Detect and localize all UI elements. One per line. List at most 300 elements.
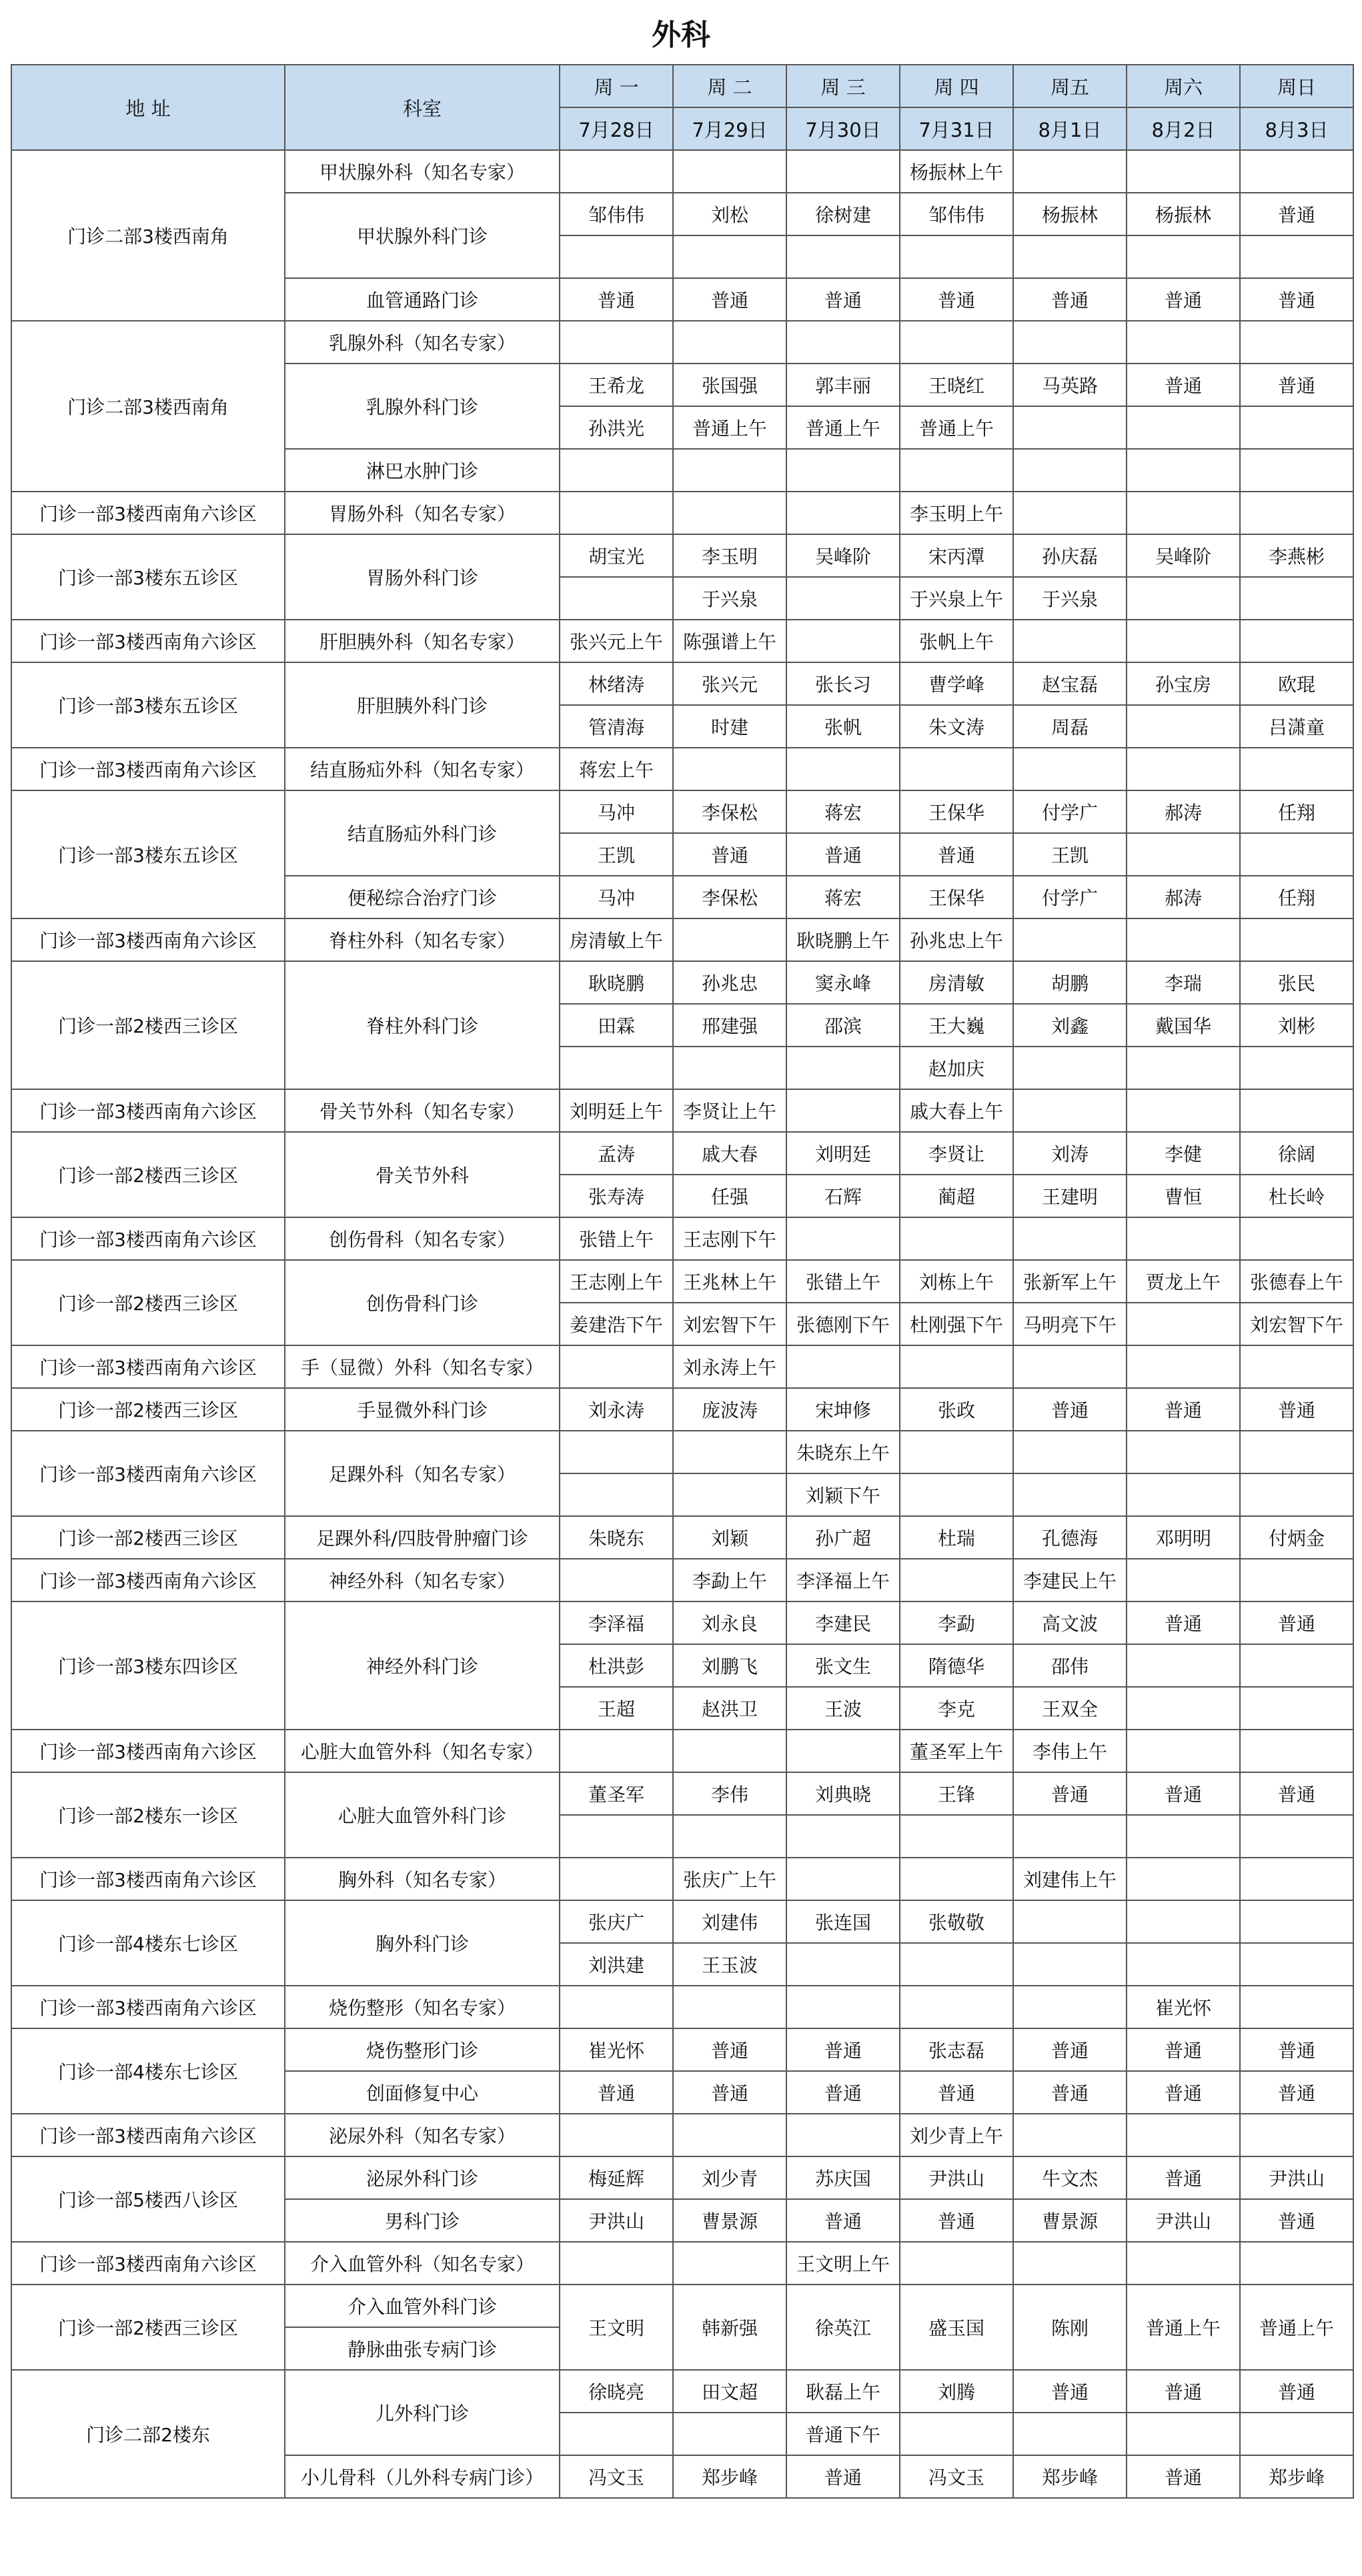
table-header (11, 65, 1353, 150)
doctor-cell: 杨振林 (1013, 193, 1127, 235)
doctor-cell: 刘建伟 (673, 1900, 786, 1943)
doctor-cell (786, 1047, 900, 1089)
doctor-cell: 盛玉国 (900, 2285, 1013, 2370)
doctor-cell: 董圣军上午 (900, 1730, 1013, 1772)
doctor-cell (900, 1559, 1013, 1601)
doctor-cell (786, 577, 900, 620)
doctor-cell (560, 1730, 673, 1772)
doctor-cell (1013, 1900, 1127, 1943)
doctor-cell: 朱晓东 (560, 1516, 673, 1559)
doctor-cell (900, 1473, 1013, 1516)
department-cell: 泌尿外科门诊 (285, 2156, 560, 2199)
doctor-cell: 宋坤修 (786, 1388, 900, 1431)
department-cell: 肝胆胰外科门诊 (285, 662, 560, 748)
table-row (11, 790, 1353, 833)
doctor-cell (560, 492, 673, 534)
doctor-cell (1127, 577, 1240, 620)
doctor-cell: 张错上午 (560, 1217, 673, 1260)
doctor-cell: 尹洪山 (1240, 2156, 1353, 2199)
doctor-cell: 张志磊 (900, 2028, 1013, 2071)
doctor-cell: 张连国 (786, 1900, 900, 1943)
doctor-cell: 普通上午 (673, 406, 786, 449)
address-cell: 门诊一部3楼西南角六诊区 (11, 2114, 285, 2156)
doctor-cell (1127, 1644, 1240, 1687)
doctor-cell: 朱文涛 (900, 705, 1013, 748)
doctor-cell: 普通 (1127, 2370, 1240, 2413)
doctor-cell: 王双全 (1013, 1687, 1127, 1730)
doctor-cell: 田霖 (560, 1004, 673, 1047)
doctor-cell: 崔光怀 (1127, 1986, 1240, 2028)
table-row (11, 748, 1353, 790)
doctor-cell (1240, 1900, 1353, 1943)
doctor-cell (673, 492, 786, 534)
address-cell: 门诊一部2楼西三诊区 (11, 1260, 285, 1345)
doctor-cell: 李玉明 (673, 534, 786, 577)
department-cell: 脊柱外科（知名专家） (285, 918, 560, 961)
doctor-cell: 张寿涛 (560, 1175, 673, 1217)
doctor-cell (786, 492, 900, 534)
department-cell: 甲状腺外科（知名专家） (285, 150, 560, 193)
doctor-cell: 普通 (786, 2199, 900, 2242)
table-row (11, 2285, 1353, 2327)
doctor-cell: 王保华 (900, 790, 1013, 833)
doctor-cell: 任强 (673, 1175, 786, 1217)
doctor-cell (673, 1047, 786, 1089)
doctor-cell: 付学广 (1013, 790, 1127, 833)
table-row (11, 150, 1353, 193)
doctor-cell (900, 1986, 1013, 2028)
doctor-cell: 刘永良 (673, 1601, 786, 1644)
doctor-cell: 曹景源 (1013, 2199, 1127, 2242)
doctor-cell (900, 449, 1013, 492)
doctor-cell: 耿磊上午 (786, 2370, 900, 2413)
address-cell: 门诊一部3楼东四诊区 (11, 1601, 285, 1730)
table-row (11, 321, 1353, 364)
doctor-cell (900, 2242, 1013, 2285)
doctor-cell: 陈刚 (1013, 2285, 1127, 2370)
address-cell: 门诊一部2楼西三诊区 (11, 961, 285, 1089)
doctor-cell (1240, 620, 1353, 662)
doctor-cell: 李健 (1127, 1132, 1240, 1175)
doctor-cell (1013, 918, 1127, 961)
table-row (11, 2370, 1353, 2413)
doctor-cell (1240, 1559, 1353, 1601)
doctor-cell: 耿晓鹏 (560, 961, 673, 1004)
doctor-cell: 普通 (786, 833, 900, 876)
department-cell: 手显微外科门诊 (285, 1388, 560, 1431)
doctor-cell (1240, 1815, 1353, 1858)
doctor-cell: 孙广超 (786, 1516, 900, 1559)
doctor-cell (560, 1345, 673, 1388)
doctor-cell: 任翔 (1240, 790, 1353, 833)
header-date: 8月2日 (1127, 107, 1240, 150)
doctor-cell (1240, 748, 1353, 790)
doctor-cell: 刘鹏飞 (673, 1644, 786, 1687)
schedule-body (11, 150, 1353, 2498)
doctor-cell (1240, 1047, 1353, 1089)
doctor-cell: 邢建强 (673, 1004, 786, 1047)
department-cell: 心脏大血管外科（知名专家） (285, 1730, 560, 1772)
doctor-cell: 张文生 (786, 1644, 900, 1687)
doctor-cell: 马冲 (560, 876, 673, 918)
doctor-cell (1127, 1559, 1240, 1601)
department-cell: 小儿骨科（儿外科专病门诊） (285, 2455, 560, 2498)
department-cell: 烧伤整形（知名专家） (285, 1986, 560, 2028)
table-row (11, 1089, 1353, 1132)
doctor-cell: 普通上午 (786, 406, 900, 449)
doctor-cell (900, 235, 1013, 278)
doctor-cell (560, 1047, 673, 1089)
doctor-cell: 邵伟 (1013, 1644, 1127, 1687)
doctor-cell: 马英路 (1013, 364, 1127, 406)
address-cell: 门诊一部2楼西三诊区 (11, 1132, 285, 1217)
doctor-cell: 李伟上午 (1013, 1730, 1127, 1772)
doctor-cell (900, 1217, 1013, 1260)
address-cell: 门诊一部4楼东七诊区 (11, 2028, 285, 2114)
doctor-cell: 普通 (1127, 364, 1240, 406)
doctor-cell: 付学广 (1013, 876, 1127, 918)
header-date: 8月1日 (1013, 107, 1127, 150)
doctor-cell: 尹洪山 (560, 2199, 673, 2242)
doctor-cell (1240, 2413, 1353, 2455)
doctor-cell: 田文超 (673, 2370, 786, 2413)
doctor-cell (900, 1943, 1013, 1986)
doctor-cell: 普通 (1240, 2071, 1353, 2114)
table-row (11, 1516, 1353, 1559)
doctor-cell (1127, 1217, 1240, 1260)
doctor-cell: 邵滨 (786, 1004, 900, 1047)
doctor-cell: 李泽福 (560, 1601, 673, 1644)
doctor-cell: 曹恒 (1127, 1175, 1240, 1217)
doctor-cell: 杜洪彭 (560, 1644, 673, 1687)
doctor-cell: 徐阔 (1240, 1132, 1353, 1175)
doctor-cell (1013, 1431, 1127, 1473)
doctor-cell: 普通上午 (1127, 2285, 1240, 2370)
doctor-cell (786, 748, 900, 790)
doctor-cell: 蒋宏 (786, 876, 900, 918)
address-cell: 门诊一部3楼东五诊区 (11, 790, 285, 918)
doctor-cell: 李保松 (673, 790, 786, 833)
doctor-cell: 普通 (1127, 2028, 1240, 2071)
doctor-cell: 王志刚上午 (560, 1260, 673, 1303)
doctor-cell (1240, 1217, 1353, 1260)
table-row (11, 1772, 1353, 1815)
doctor-cell: 杨振林 (1127, 193, 1240, 235)
header-date: 7月29日 (673, 107, 786, 150)
doctor-cell: 吴峰阶 (1127, 534, 1240, 577)
header-date: 7月31日 (900, 107, 1013, 150)
doctor-cell: 邹伟伟 (560, 193, 673, 235)
doctor-cell (1127, 449, 1240, 492)
table-row (11, 1986, 1353, 2028)
doctor-cell (1127, 1345, 1240, 1388)
address-cell: 门诊一部3楼西南角六诊区 (11, 1345, 285, 1388)
doctor-cell (560, 235, 673, 278)
doctor-cell: 于兴泉 (1013, 577, 1127, 620)
doctor-cell (1240, 1644, 1353, 1687)
doctor-cell: 普通 (673, 278, 786, 321)
doctor-cell (1127, 1473, 1240, 1516)
doctor-cell (786, 1986, 900, 2028)
address-cell: 门诊一部4楼东七诊区 (11, 1900, 285, 1986)
doctor-cell: 王希龙 (560, 364, 673, 406)
department-cell: 胸外科门诊 (285, 1900, 560, 1986)
doctor-cell: 刘腾 (900, 2370, 1013, 2413)
doctor-cell (1013, 1943, 1127, 1986)
doctor-cell: 普通 (1013, 1772, 1127, 1815)
doctor-cell: 李勐 (900, 1601, 1013, 1644)
doctor-cell (1013, 1815, 1127, 1858)
doctor-cell: 李泽福上午 (786, 1559, 900, 1601)
doctor-cell (1127, 833, 1240, 876)
doctor-cell: 刘少青上午 (900, 2114, 1013, 2156)
doctor-cell: 朱晓东上午 (786, 1431, 900, 1473)
doctor-cell: 普通 (1127, 2156, 1240, 2199)
doctor-cell (560, 150, 673, 193)
doctor-cell: 冯文玉 (900, 2455, 1013, 2498)
doctor-cell: 刘宏智下午 (673, 1303, 786, 1345)
doctor-cell (1240, 1858, 1353, 1900)
doctor-cell: 王文明 (560, 2285, 673, 2370)
doctor-cell (673, 321, 786, 364)
department-cell: 脊柱外科门诊 (285, 961, 560, 1089)
doctor-cell: 普通 (900, 833, 1013, 876)
doctor-cell (1127, 2242, 1240, 2285)
doctor-cell (1013, 150, 1127, 193)
doctor-cell: 董圣军 (560, 1772, 673, 1815)
doctor-cell: 孙宝房 (1127, 662, 1240, 705)
doctor-cell (1013, 1217, 1127, 1260)
table-row (11, 620, 1353, 662)
doctor-cell (673, 1730, 786, 1772)
doctor-cell: 李建民上午 (1013, 1559, 1127, 1601)
address-cell: 门诊一部3楼东五诊区 (11, 662, 285, 748)
doctor-cell: 普通 (786, 2028, 900, 2071)
department-cell: 血管通路门诊 (285, 278, 560, 321)
table-row (11, 1132, 1353, 1175)
doctor-cell: 张长习 (786, 662, 900, 705)
department-cell: 结直肠疝外科门诊 (285, 790, 560, 876)
doctor-cell: 王玉波 (673, 1943, 786, 1986)
doctor-cell: 刘颖 (673, 1516, 786, 1559)
header-day: 周六 (1127, 65, 1240, 107)
department-cell: 骨关节外科 (285, 1132, 560, 1217)
doctor-cell (673, 918, 786, 961)
doctor-cell (673, 2413, 786, 2455)
doctor-cell (1013, 748, 1127, 790)
doctor-cell: 房清敏 (900, 961, 1013, 1004)
doctor-cell (900, 748, 1013, 790)
doctor-cell (786, 620, 900, 662)
doctor-cell: 赵洪卫 (673, 1687, 786, 1730)
doctor-cell: 崔光怀 (560, 2028, 673, 2071)
table-row (11, 1858, 1353, 1900)
address-cell: 门诊一部3楼东五诊区 (11, 534, 285, 620)
doctor-cell (1240, 1431, 1353, 1473)
doctor-cell: 戚大春上午 (900, 1089, 1013, 1132)
doctor-cell (560, 321, 673, 364)
department-cell: 静脉曲张专病门诊 (285, 2327, 560, 2370)
doctor-cell (1013, 406, 1127, 449)
table-row (11, 961, 1353, 1004)
doctor-cell: 刘彬 (1240, 1004, 1353, 1047)
doctor-cell (1127, 1687, 1240, 1730)
doctor-cell: 普通上午 (1240, 2285, 1353, 2370)
doctor-cell: 孙兆忠 (673, 961, 786, 1004)
doctor-cell: 普通 (1240, 2028, 1353, 2071)
department-cell: 心脏大血管外科门诊 (285, 1772, 560, 1858)
doctor-cell: 庞波涛 (673, 1388, 786, 1431)
doctor-cell (1240, 150, 1353, 193)
department-cell: 甲状腺外科门诊 (285, 193, 560, 278)
doctor-cell: 宋丙潭 (900, 534, 1013, 577)
department-cell: 肝胆胰外科（知名专家） (285, 620, 560, 662)
doctor-cell: 于兴泉 (673, 577, 786, 620)
address-cell: 门诊一部3楼西南角六诊区 (11, 1986, 285, 2028)
doctor-cell (1013, 620, 1127, 662)
table-row (11, 1345, 1353, 1388)
address-cell: 门诊一部3楼西南角六诊区 (11, 748, 285, 790)
doctor-cell: 林绪涛 (560, 662, 673, 705)
doctor-cell: 吴峰阶 (786, 534, 900, 577)
doctor-cell: 蒋宏上午 (560, 748, 673, 790)
doctor-cell: 蒋宏 (786, 790, 900, 833)
doctor-cell: 郝涛 (1127, 876, 1240, 918)
doctor-cell: 周磊 (1013, 705, 1127, 748)
doctor-cell: 徐晓亮 (560, 2370, 673, 2413)
doctor-cell: 管清海 (560, 705, 673, 748)
doctor-cell (673, 235, 786, 278)
doctor-cell (560, 1858, 673, 1900)
doctor-cell: 刘少青 (673, 2156, 786, 2199)
table-row (11, 534, 1353, 577)
doctor-cell: 王兆林上午 (673, 1260, 786, 1303)
doctor-cell: 王波 (786, 1687, 900, 1730)
doctor-cell (1127, 1047, 1240, 1089)
doctor-cell: 曹学峰 (900, 662, 1013, 705)
department-cell: 创面修复中心 (285, 2071, 560, 2114)
doctor-cell: 张帆 (786, 705, 900, 748)
doctor-cell: 普通 (673, 2071, 786, 2114)
doctor-cell (900, 1431, 1013, 1473)
page-title: 外科 (652, 18, 710, 52)
doctor-cell (786, 235, 900, 278)
header-day: 周五 (1013, 65, 1127, 107)
doctor-cell: 王凯 (560, 833, 673, 876)
department-cell: 胸外科（知名专家） (285, 1858, 560, 1900)
doctor-cell: 普通 (1240, 2370, 1353, 2413)
doctor-cell: 苏庆国 (786, 2156, 900, 2199)
doctor-cell (1240, 1943, 1353, 1986)
department-cell: 乳腺外科门诊 (285, 364, 560, 449)
doctor-cell (560, 2114, 673, 2156)
department-cell: 胃肠外科（知名专家） (285, 492, 560, 534)
doctor-cell: 普通 (786, 2455, 900, 2498)
doctor-cell: 刘栋上午 (900, 1260, 1013, 1303)
doctor-cell: 张帆上午 (900, 620, 1013, 662)
doctor-cell: 牛文杰 (1013, 2156, 1127, 2199)
doctor-cell: 王锋 (900, 1772, 1013, 1815)
doctor-cell (1240, 918, 1353, 961)
doctor-cell: 于兴泉上午 (900, 577, 1013, 620)
doctor-cell (1240, 2114, 1353, 2156)
doctor-cell: 房清敏上午 (560, 918, 673, 961)
department-cell: 神经外科门诊 (285, 1601, 560, 1730)
doctor-cell: 普通 (1013, 278, 1127, 321)
doctor-cell: 张德刚下午 (786, 1303, 900, 1345)
doctor-cell: 戴国华 (1127, 1004, 1240, 1047)
doctor-cell (1127, 2114, 1240, 2156)
doctor-cell (560, 449, 673, 492)
doctor-cell: 普通 (1127, 1772, 1240, 1815)
doctor-cell (1127, 748, 1240, 790)
doctor-cell: 冯文玉 (560, 2455, 673, 2498)
doctor-cell (1127, 1858, 1240, 1900)
doctor-cell (1240, 1986, 1353, 2028)
doctor-cell: 普通 (786, 2071, 900, 2114)
doctor-cell (673, 1473, 786, 1516)
doctor-cell: 孙兆忠上午 (900, 918, 1013, 961)
department-cell: 乳腺外科（知名专家） (285, 321, 560, 364)
header-day: 周 四 (900, 65, 1013, 107)
doctor-cell (786, 2114, 900, 2156)
doctor-cell: 陈强谱上午 (673, 620, 786, 662)
doctor-cell (1240, 321, 1353, 364)
table-row (11, 1559, 1353, 1601)
doctor-cell: 隋德华 (900, 1644, 1013, 1687)
doctor-cell: 普通 (1013, 2028, 1127, 2071)
address-cell: 门诊一部3楼西南角六诊区 (11, 918, 285, 961)
doctor-cell (673, 1815, 786, 1858)
doctor-cell: 孔德海 (1013, 1516, 1127, 1559)
doctor-cell: 普通 (1127, 2455, 1240, 2498)
doctor-cell (1127, 321, 1240, 364)
doctor-cell (1013, 1089, 1127, 1132)
table-row (11, 1900, 1353, 1943)
doctor-cell: 普通 (1013, 1388, 1127, 1431)
doctor-cell (1127, 620, 1240, 662)
doctor-cell: 梅延辉 (560, 2156, 673, 2199)
address-cell: 门诊一部3楼西南角六诊区 (11, 1089, 285, 1132)
doctor-cell (786, 1345, 900, 1388)
doctor-cell: 王文明上午 (786, 2242, 900, 2285)
doctor-cell: 刘松 (673, 193, 786, 235)
table-row (11, 1217, 1353, 1260)
doctor-cell: 徐英江 (786, 2285, 900, 2370)
doctor-cell: 普通 (1127, 1601, 1240, 1644)
address-cell: 门诊二部2楼东 (11, 2370, 285, 2498)
doctor-cell: 张政 (900, 1388, 1013, 1431)
doctor-cell (786, 1943, 900, 1986)
doctor-cell (786, 1815, 900, 1858)
doctor-cell (1127, 235, 1240, 278)
doctor-cell: 普通 (1240, 1772, 1353, 1815)
doctor-cell (786, 1858, 900, 1900)
doctor-cell: 王志刚下午 (673, 1217, 786, 1260)
doctor-cell: 马明亮下午 (1013, 1303, 1127, 1345)
doctor-cell: 刘典晓 (786, 1772, 900, 1815)
address-cell: 门诊一部2楼西三诊区 (11, 2285, 285, 2370)
doctor-cell: 普通 (1240, 1601, 1353, 1644)
doctor-cell: 孟涛 (560, 1132, 673, 1175)
doctor-cell: 石辉 (786, 1175, 900, 1217)
address-cell: 门诊一部2楼西三诊区 (11, 1516, 285, 1559)
address-cell: 门诊二部3楼西南角 (11, 321, 285, 492)
doctor-cell: 李伟 (673, 1772, 786, 1815)
doctor-cell: 李燕彬 (1240, 534, 1353, 577)
doctor-cell: 王晓红 (900, 364, 1013, 406)
doctor-cell (560, 1431, 673, 1473)
